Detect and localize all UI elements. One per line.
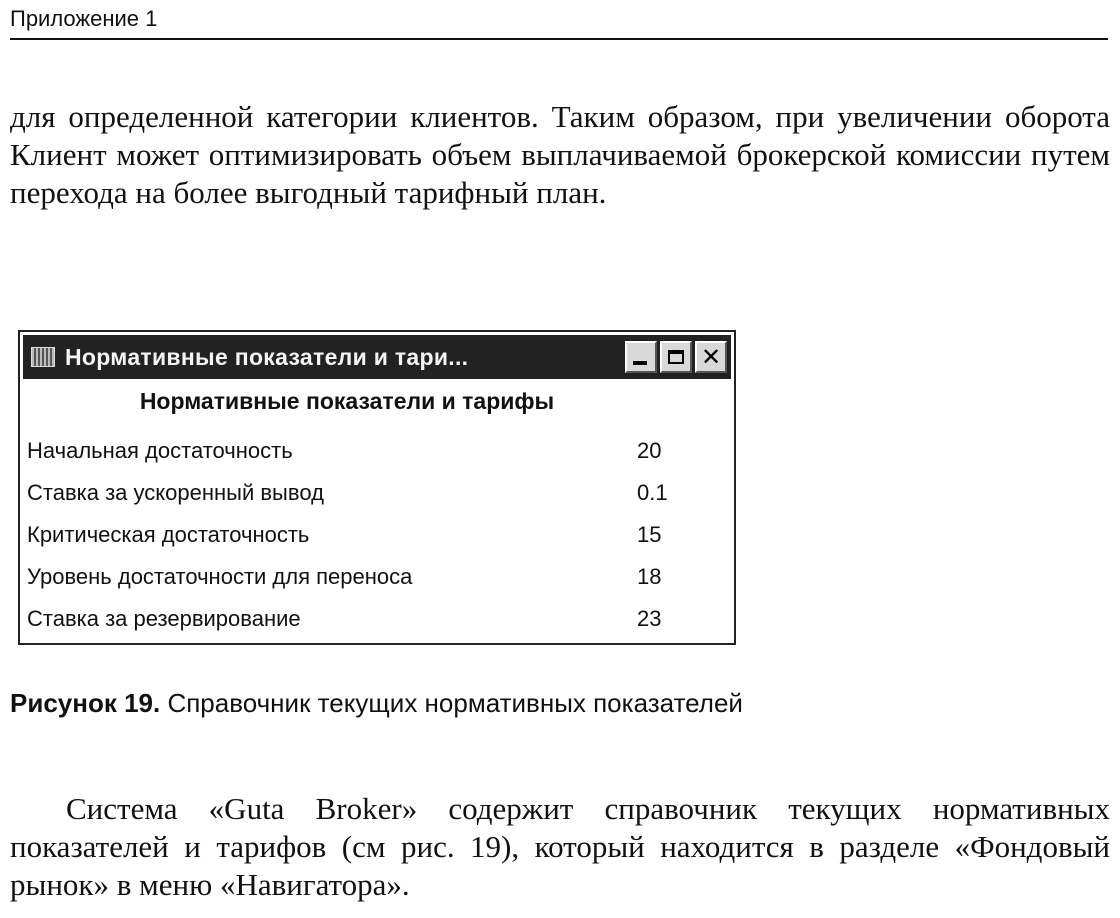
parameter-row <box>27 514 731 556</box>
parameter-row <box>27 472 731 514</box>
header-rule <box>10 38 1108 40</box>
figure-caption-text: Справочник текущих нормативных показателей <box>167 688 743 718</box>
parameter-label: Начальная достаточность <box>27 438 293 463</box>
maximize-button[interactable] <box>660 341 692 373</box>
paragraph-top: для определенной категории клиентов. Таким образом, при увеличении оборота Клиент может оптимизировать объем выплачиваемой брокерской комиссии путем перехода на более выгодный тарифный план. <box>10 99 1110 210</box>
window-titlebar[interactable] <box>23 335 731 379</box>
close-icon: ✕ <box>700 343 722 371</box>
parameter-label: Уровень достаточности для переноса <box>27 564 413 589</box>
parameter-row <box>27 598 731 640</box>
parameter-value: 15 <box>637 522 662 547</box>
window-controls <box>625 341 727 373</box>
close-button[interactable] <box>695 341 727 373</box>
parameter-value: 0.1 <box>637 480 668 505</box>
parameter-label: Ставка за резервирование <box>27 606 301 631</box>
parameter-row <box>27 556 731 598</box>
parameter-value: 20 <box>637 438 662 463</box>
parameter-label: Ставка за ускоренный вывод <box>27 480 324 505</box>
paragraph-bottom: Система «Guta Broker» содержит справочник текущих нормативных показателей и тарифов (см рис. 19), который находится в разделе «Фондовый рынок» в меню «Навигатора». <box>10 791 1110 902</box>
maximize-icon <box>668 350 684 364</box>
window-title: Нормативные показатели и тари... <box>65 343 469 370</box>
app-icon[interactable] <box>31 347 55 367</box>
figure-caption <box>10 688 743 719</box>
parameter-value: 18 <box>637 564 662 589</box>
figure-number: Рисунок 19. <box>10 688 161 718</box>
window-client-area <box>23 382 731 640</box>
reference-window <box>18 330 736 645</box>
parameter-label: Критическая достаточность <box>27 522 310 547</box>
parameter-row <box>27 430 731 472</box>
minimize-button[interactable] <box>625 341 657 373</box>
parameter-list <box>27 430 731 640</box>
minimize-icon <box>633 361 647 365</box>
window-heading: Нормативные показатели и тарифы <box>139 388 555 414</box>
parameter-value: 23 <box>637 606 662 631</box>
running-header: Приложение 1 <box>10 6 158 31</box>
